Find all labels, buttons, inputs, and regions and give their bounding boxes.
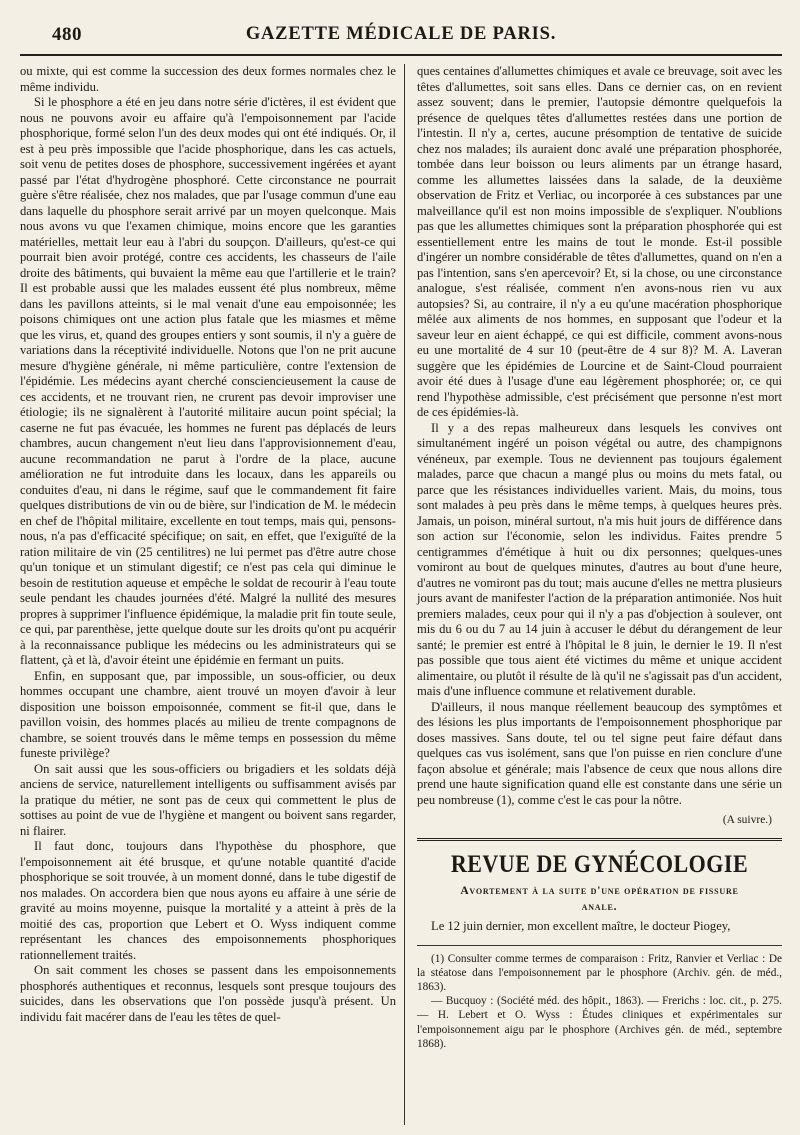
footnotes [417,952,782,1051]
page-header [20,0,782,50]
paragraph: Si le phosphore a été en jeu dans notre série d'ictères, il est évident que nous ne pouvons avoir eu affaire qu'à l'empoisonnement par l'acide phosphorique, formé selon l'un des deux modes qui ont été indiqués. Or, il est à peu près impossible que l'acide phosphorique, dans les cas actuels, soit venu de petites doses de phosphore, successivement ingérées et ayant passé par l'état d'hydrogène phosphoré. Cette circonstance ne pourrait guère s'être réalisée, chez nos malades, que par l'usage commun d'une eau dans laquelle du phosphore serait arrivé par un moyen quelconque. Mais nous avons vu que l'examen chimique, moins encore que les garanties matérielles, mettait leur eau à l'abri du soupçon. D'ailleurs, qu'est-ce qui pourrait bien avoir protégé, contre ces accidents, les chasseurs de l'aile droite des bâtiments, qui buvaient la même eau que l'artillerie et le train? Il est probable aussi que les malades eussent été plus nombreux, même dans les pavillons atteints, si le mal venait d'une eau empoisonnée; les poisons chimiques ont une action plus fatale que les miasmes et même que les virus, et, quand des groupes entiers y sont soumis, il n'y a guère de variations dans la réceptivité individuelle. Notons que l'on ne prit aucune mesure d'hygiène générale, ni même particulière, contre l'extension de l'épidémie. Les médecins ayant cherché consciencieusement la cause de ces accidents, et ne trouvant rien, ne crurent pas devoir improviser une étiologie; ils ne signalèrent à l'autorité militaire aucun point spécial; la caserne ne fut pas évacuée, les hommes ne furent pas déplacés de leurs chambres, aucun changement n'eut lieu dans l'approvisionnement d'eau, aucune recommandation ne parut à l'ordre de la place, aucune amélioration ne fut introduite dans les locaux, dans les appareils ou conduites d'eau, ni dans le régime, sauf que le commandement fit faire quelques distributions de vin ou de bière, sur l'indication de M. le médecin en chef de l'hôpital militaire, excellente en tout temps, mais qui, pensons-nous, n'a pas d'efficacité spécifique; on sait, en effet, que l'exiguïté de la ration militaire de vin (25 centilitres) ne lui permet pas d'être autre chose qu'un tonique et un stimulant digestif; ce n'est pas cela qui diminue le besoin de restitution aqueuse et empêche le soldat de recourir à l'eau toute seule pendant les chaudes journées d'été. Malgré la nullité des mesures propres à supprimer l'influence épidémique, la maladie prit fin toute seule, ce qui, par parenthèse, jette quelque doute sur les droits qu'ont pu acquérir à la reconnaissance publique les médecins ou les administrateurs qui se flattent, çà et là, d'avoir éteint une épidémie en fermant un puits. [20,95,396,667]
text-columns [20,64,782,1125]
paragraph: On sait comment les choses se passent dans les empoisonnements phosphorés authentiques et reconnus, lesquels sont presque toujours des suicides, dans les observations que l'on possède jusqu'à présent. Un individu fait macérer dans de l'eau les têtes de quel- [20,963,396,1024]
section-title: REVUE DE GYNÉCOLOGIE [450,849,749,878]
footnote: — Bucquoy : (Société méd. des hôpit., 1863). — Frerichs : loc. cit., p. 275. — H. Lebert et O. Wyss : Études cliniques et expérimentales sur l'empoisonnement aigu par le phosphore (Archives gén. de méd., septembre 1868). [417,995,782,1050]
column-divider [404,64,405,1125]
article-subtitle-end: anale. [581,901,618,913]
paragraph: ques centaines d'allumettes chimiques et avale ce breuvage, soit avec les têtes d'allumettes, soit sans elles. Dans ce dernier cas, on en revient assez souvent; dans le premier, l'autopsie démontre quelquefois la présence de quelques têtes d'allumettes restées dans une portion de l'intestin. Il n'y a, certes, aucune présomption de tentative de suicide chez nos malades; ils auraient donc avalé une préparation phosphorée, tombée dans leur boisson ou leurs aliments par un étrange hasard, comme les allumettes laissées dans la salade, de la deuxième observation de Fritz et Verliac, ou incorporée à ces substances par une malveillance qu'il est non moins impossible de s'expliquer. N'oublions pas que les allumettes chimiques sont la préparation phosphorée qui est essentiellement entre les mains de tout le monde. Est-il possible d'ingérer un nombre considérable de têtes d'allumettes, quand on n'en a pas l'intention, sans s'en apercevoir? Et, si la chose, ou une circonstance analogue, s'est réalisée, comment n'en avons-nous rien vu aux autopsies? Si, au contraire, il n'y a eu qu'une macération phosphorique mêlée aux aliments de nos hommes, en supposant que l'odeur et la saveur leur en aient échappé, ce qui est difficile, comment avons-nous eu une mortalité de 4 sur 10 (peut-être de 4 sur 8)? M. A. Laveran suggère que les épidémies de Lourcine et de Saint-Cloud pourraient avoir été dues à l'usage d'une eau légèrement phosphorée; or, ce qui rend l'hypothèse admissible, c'est précisément que personne n'est mort de ces épidémies-là. [417,64,782,419]
paragraph: Enfin, en supposant que, par impossible, un sous-officier, ou deux hommes occupant une chambre, aient trouvé un moyen d'avoir à leur disposition une boisson empoisonnée, comment se fit-il que, dans le pavillon voisin, des hommes placés au milieu de trente compagnons de chambre, se soient trouvés dans le même temps en possession du même funeste privilège? [20,668,396,760]
paragraph: On sait aussi que les sous-officiers ou brigadiers et les soldats déjà anciens de service, naturellement intelligents ou suffisamment avisés par la pratique du métier, ne sont pas de ceux qui commettent le plus de sottises au point de vue de l'hygiène et mangent ou boivent sans regarder, ni flairer. [20,761,396,838]
paragraph: Il y a des repas malheureux dans lesquels les convives ont simultanément ingéré un poison végétal ou autre, des champignons vénéneux, par exemple. Tous ne deviennent pas toujours également malades, parce que chacun a mangé plus ou moins du mets fatal, ou parce que les résistances individuelles varient. Mais, du moins, tous sont malades à peu près dans le même temps, à quelques heures près. Jamais, un poison, minéral surtout, n'a mis huit jours de différence dans son action sur l'économie, selon les individus. Faites prendre 5 centigrammes d'émétique à huit ou dix personnes; quelques-unes vomiront au bout de quelques minutes, d'autres au bout d'une heure, d'autres ne vomiront pas du tout; mais aucune d'elles ne mettra plusieurs jours avant de manifester l'action de la préparation antimoniée. Nos huit premiers malades, ceux pour qui il n'y a pas d'objection à soulever, ont mis du 6 ou du 7 au 14 juin à accuser le début du dérangement de leur santé; le premier est entré à l'hôpital le 8 juin, le dernier le 19. Il n'est pas possible que tous aient été victimes du même et unique accident alimentaire, ou plutôt il résulte de là qu'il ne s'agissait pas d'un accident, mais d'une influence commune et relativement durable. [417,420,782,698]
paragraph: D'ailleurs, il nous manque réellement beaucoup des symptômes et des lésions les plus importants de l'empoisonnement phosphorique par doses massives. Sans doute, tel ou tel signe peut faire défaut dans quelques cas vus isolément, sans que l'on puisse en rien conclure d'une façon absolue et générale; mais l'absence de ceux que nous allons dire prend une haute signification quand elle est constante dans une série un peu nombreuse (1), comme c'est le cas pour la nôtre. [417,699,782,807]
section-separator [417,838,782,841]
left-column [20,64,404,1125]
header-rule [20,54,782,56]
paragraph: ou mixte, qui est comme la succession des deux formes normales chez le même individu. [20,64,396,94]
right-column [411,64,782,1125]
footnote-rule [417,945,782,946]
running-title: GAZETTE MÉDICALE DE PARIS. [245,24,557,44]
article-subtitle: Avortement à la suite d'une opération de fissure [460,885,739,897]
paragraph: Il faut donc, toujours dans l'hypothèse du phosphore, que l'empoisonnement ait été brusque, et qu'une notable quantité d'acide phosphorique se soit trouvée, à un moment donné, dans le tube digestif de nos malades. On accordera bien que nous ayons eu affaire à une série de gravité au moins moyenne, puisque la mortalité y a atteint à près de la moitié des cas, proportion que Lebert et O. Wyss indiquent comme représentant les chances des empoisonnements phosphoriques rationnellement traités. [20,839,396,962]
page-number: 480 [52,24,82,45]
article-intro: Le 12 juin dernier, mon excellent maître, le docteur Piogey, [431,919,731,933]
continued-note: (A suivre.) [722,814,772,826]
footnote: (1) Consulter comme termes de comparaison : Fritz, Ranvier et Verliac : De la stéatose dans l'empoisonnement par le phosphore (Archiv. gén. de méd., 1863). [417,952,782,993]
